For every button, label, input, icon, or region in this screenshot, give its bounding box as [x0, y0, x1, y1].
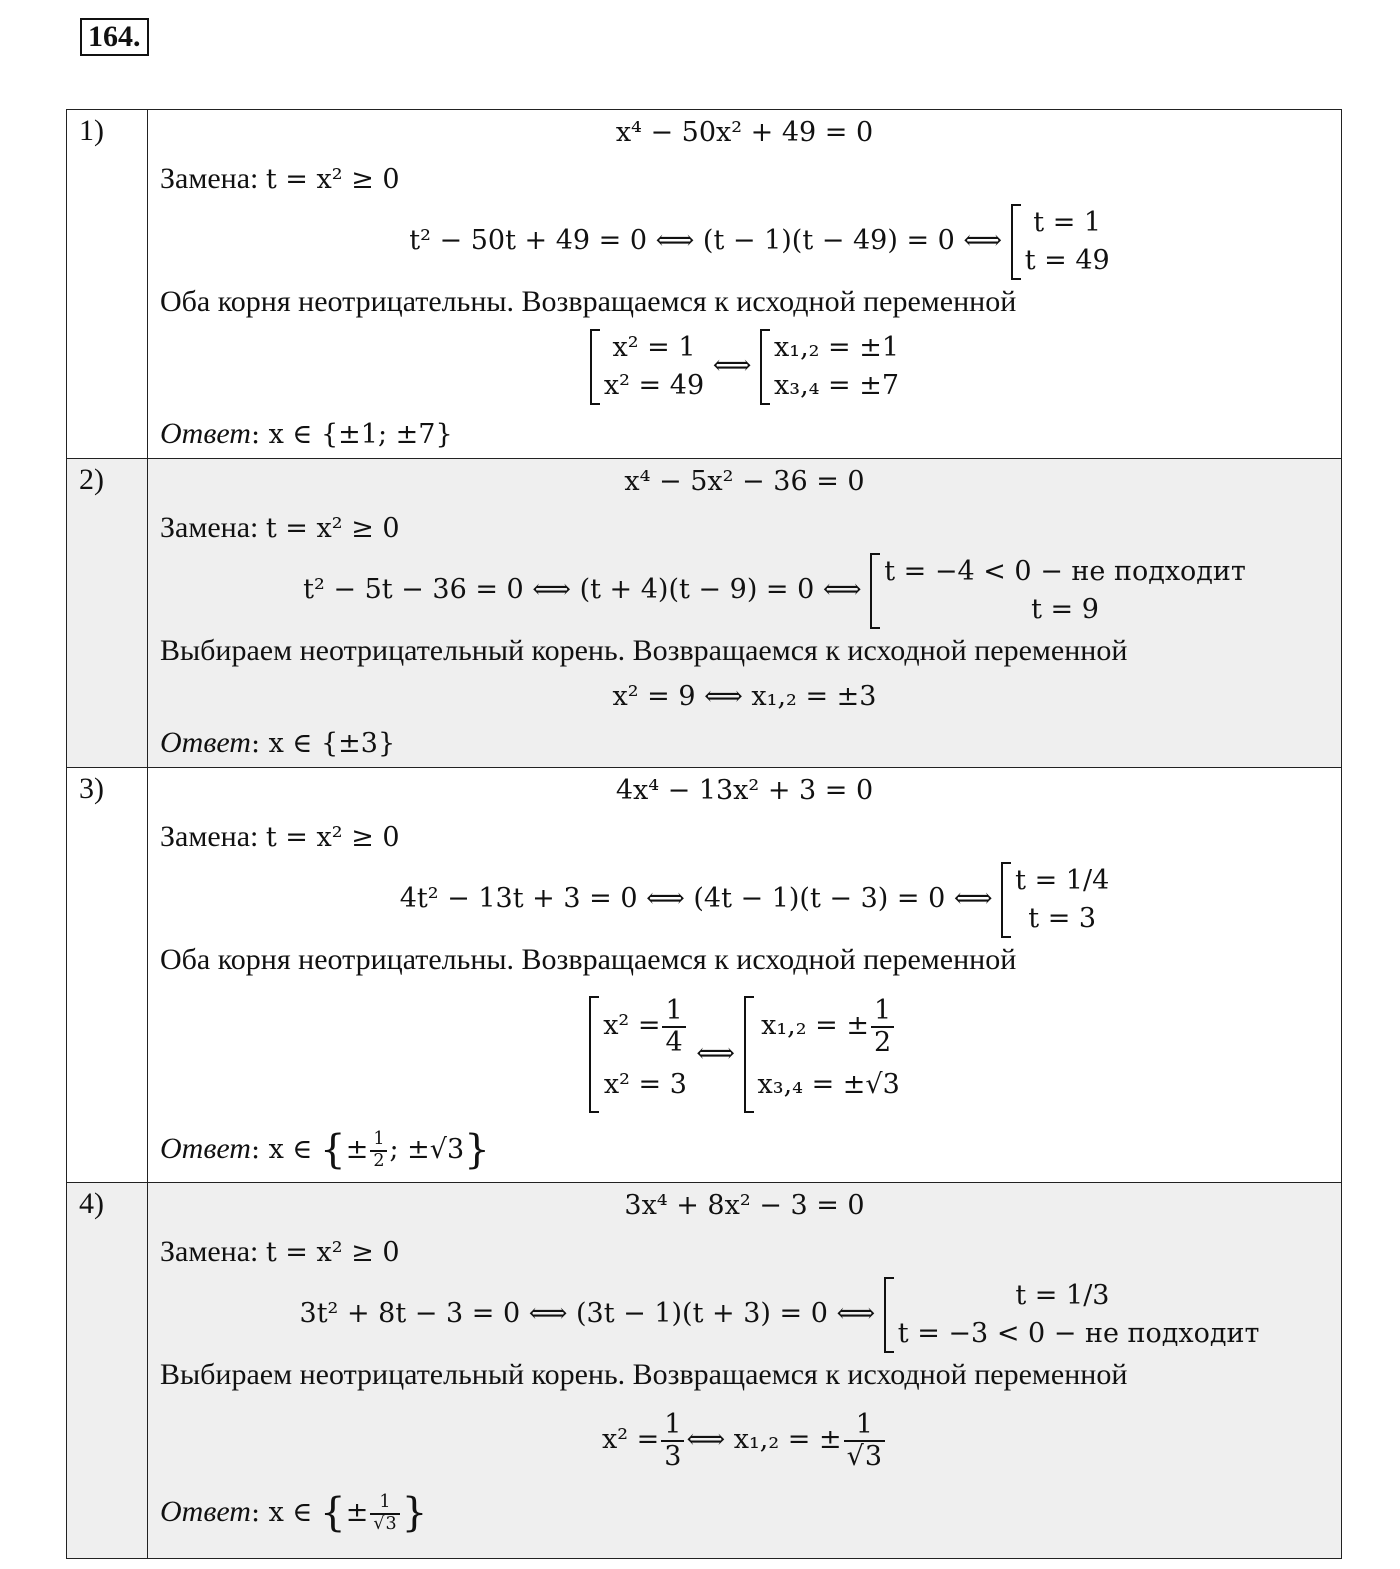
equation: x⁴ − 50x² + 49 = 0	[615, 117, 874, 148]
t-root: t = −4 < 0 − не подходит	[884, 555, 1246, 587]
x-system-row: x² = $\frac{1}{4}$	[603, 996, 687, 1057]
t-root: t = 3	[1028, 902, 1097, 934]
t-equation: t² − 5t − 36 = 0 ⟺ (t + 4)(t − 9) = 0 ⟺	[303, 574, 862, 605]
substitution-label: Замена:	[160, 162, 259, 195]
t-equation-line	[160, 203, 1329, 279]
x-roots-system	[760, 329, 899, 405]
x-system-row: x² = 3	[603, 1069, 687, 1101]
t-equation-line	[160, 552, 1329, 628]
problem-row-2	[67, 459, 1342, 768]
problem-number: 164.	[80, 18, 149, 56]
problem-number-cell: 1)	[67, 110, 148, 459]
x-system-row: x² = 49	[603, 369, 705, 401]
answer-label: Ответ	[160, 1132, 251, 1166]
answer-label: Ответ	[160, 1495, 251, 1529]
substitution: t = x² ≥ 0	[265, 1237, 400, 1268]
t-root: t = 1/4	[1015, 864, 1110, 896]
substitution-line	[160, 505, 1329, 552]
problem-body	[148, 459, 1342, 768]
substitution: t = x² ≥ 0	[265, 822, 400, 853]
t-roots-system	[870, 553, 1246, 629]
x-root: x₁,₂ = ± $\frac{1}{2}$	[758, 996, 900, 1057]
x-roots-system	[744, 996, 900, 1113]
back-substitution: x² = 1 x² = 49 ⟺ x₁,₂ = ±1 x₃,₄ = ±7	[160, 325, 1329, 411]
x-system	[589, 996, 687, 1113]
answer: Ответ: x ∈ {± $\frac{1}{2}$ ; ±√3}	[160, 1125, 490, 1173]
x-root: x₃,₄ = ±√3	[757, 1069, 900, 1101]
problem-row-3	[67, 768, 1342, 1183]
problem-number-cell: 3)	[67, 768, 148, 1183]
comment: Выбираем неотрицательный корень. Возвращаемся к исходной переменной	[160, 634, 1128, 667]
problem-row-1	[67, 110, 1342, 459]
substitution-label: Замена:	[160, 820, 259, 853]
problem-body	[148, 1183, 1342, 1559]
comment: Оба корня неотрицательны. Возвращаемся к исходной переменной	[160, 285, 1017, 318]
substitution: t = x² ≥ 0	[265, 513, 400, 544]
answer: Ответ: x ∈ {± $\frac{1}{√3}$ }	[160, 1488, 428, 1536]
t-equation: 4t² − 13t + 3 = 0 ⟺ (4t − 1)(t − 3) = 0 ⟺	[399, 883, 993, 914]
problem-row-4	[67, 1183, 1342, 1559]
problem-body	[148, 768, 1342, 1183]
equation: x⁴ − 5x² − 36 = 0	[624, 466, 865, 497]
substitution-label: Замена:	[160, 511, 259, 544]
x-root: x₃,₄ = ±7	[774, 369, 900, 401]
t-equation-line	[160, 861, 1329, 937]
equation: 4x⁴ − 13x² + 3 = 0	[615, 775, 874, 806]
answer-label: Ответ	[160, 417, 251, 450]
back-substitution: x² = 9 ⟺ x₁,₂ = ±3	[612, 681, 877, 712]
answer-value: : x ∈ {±1; ±7}	[250, 419, 453, 450]
answer	[160, 720, 1329, 767]
t-root: t = 1/3	[1015, 1279, 1110, 1311]
substitution: t = x² ≥ 0	[265, 164, 400, 195]
x-system-row: x² = 1	[612, 331, 696, 363]
t-roots-system	[1011, 204, 1110, 280]
t-root: t = 49	[1024, 244, 1110, 276]
t-roots-system	[1001, 862, 1109, 938]
substitution-label: Замена:	[160, 1235, 259, 1268]
substitution-line	[160, 1229, 1329, 1276]
problem-number-cell: 2)	[67, 459, 148, 768]
answer	[160, 411, 1329, 458]
x-root: x₁,₂ = ±1	[774, 331, 900, 363]
t-root: t = −3 < 0 − не подходит	[897, 1317, 1260, 1349]
back-substitution: x² = $\frac{1}{4}$ x² = 3 ⟺ x₁,₂ = ± $\frac{1}{2}$ x₃,₄ = ±√3	[160, 983, 1329, 1119]
t-root: t = 9	[1031, 593, 1099, 625]
comment: Оба корня неотрицательны. Возвращаемся к исходной переменной	[160, 943, 1017, 976]
answer-label: Ответ	[160, 726, 251, 759]
t-equation: 3t² + 8t − 3 = 0 ⟺ (3t − 1)(t + 3) = 0 ⟺	[299, 1298, 876, 1329]
answer-value: : x ∈ {±3}	[250, 728, 396, 759]
substitution-line	[160, 156, 1329, 203]
x-system	[590, 329, 704, 405]
substitution-line	[160, 814, 1329, 861]
problem-body	[148, 110, 1342, 459]
problem-number-cell: 4)	[67, 1183, 148, 1559]
t-roots-system	[884, 1277, 1260, 1353]
back-substitution: x² = $\frac{1}{3}$ ⟺ x₁,₂ = ± $\frac{1}{√3}$	[160, 1398, 1329, 1482]
solutions-table	[66, 109, 1342, 1559]
t-equation-line	[160, 1276, 1329, 1352]
t-root: t = 1	[1033, 206, 1102, 238]
equation: 3x⁴ + 8x² − 3 = 0	[624, 1190, 865, 1221]
comment: Выбираем неотрицательный корень. Возвращаемся к исходной переменной	[160, 1358, 1128, 1391]
t-equation: t² − 50t + 49 = 0 ⟺ (t − 1)(t − 49) = 0 ⟺	[409, 225, 1003, 256]
